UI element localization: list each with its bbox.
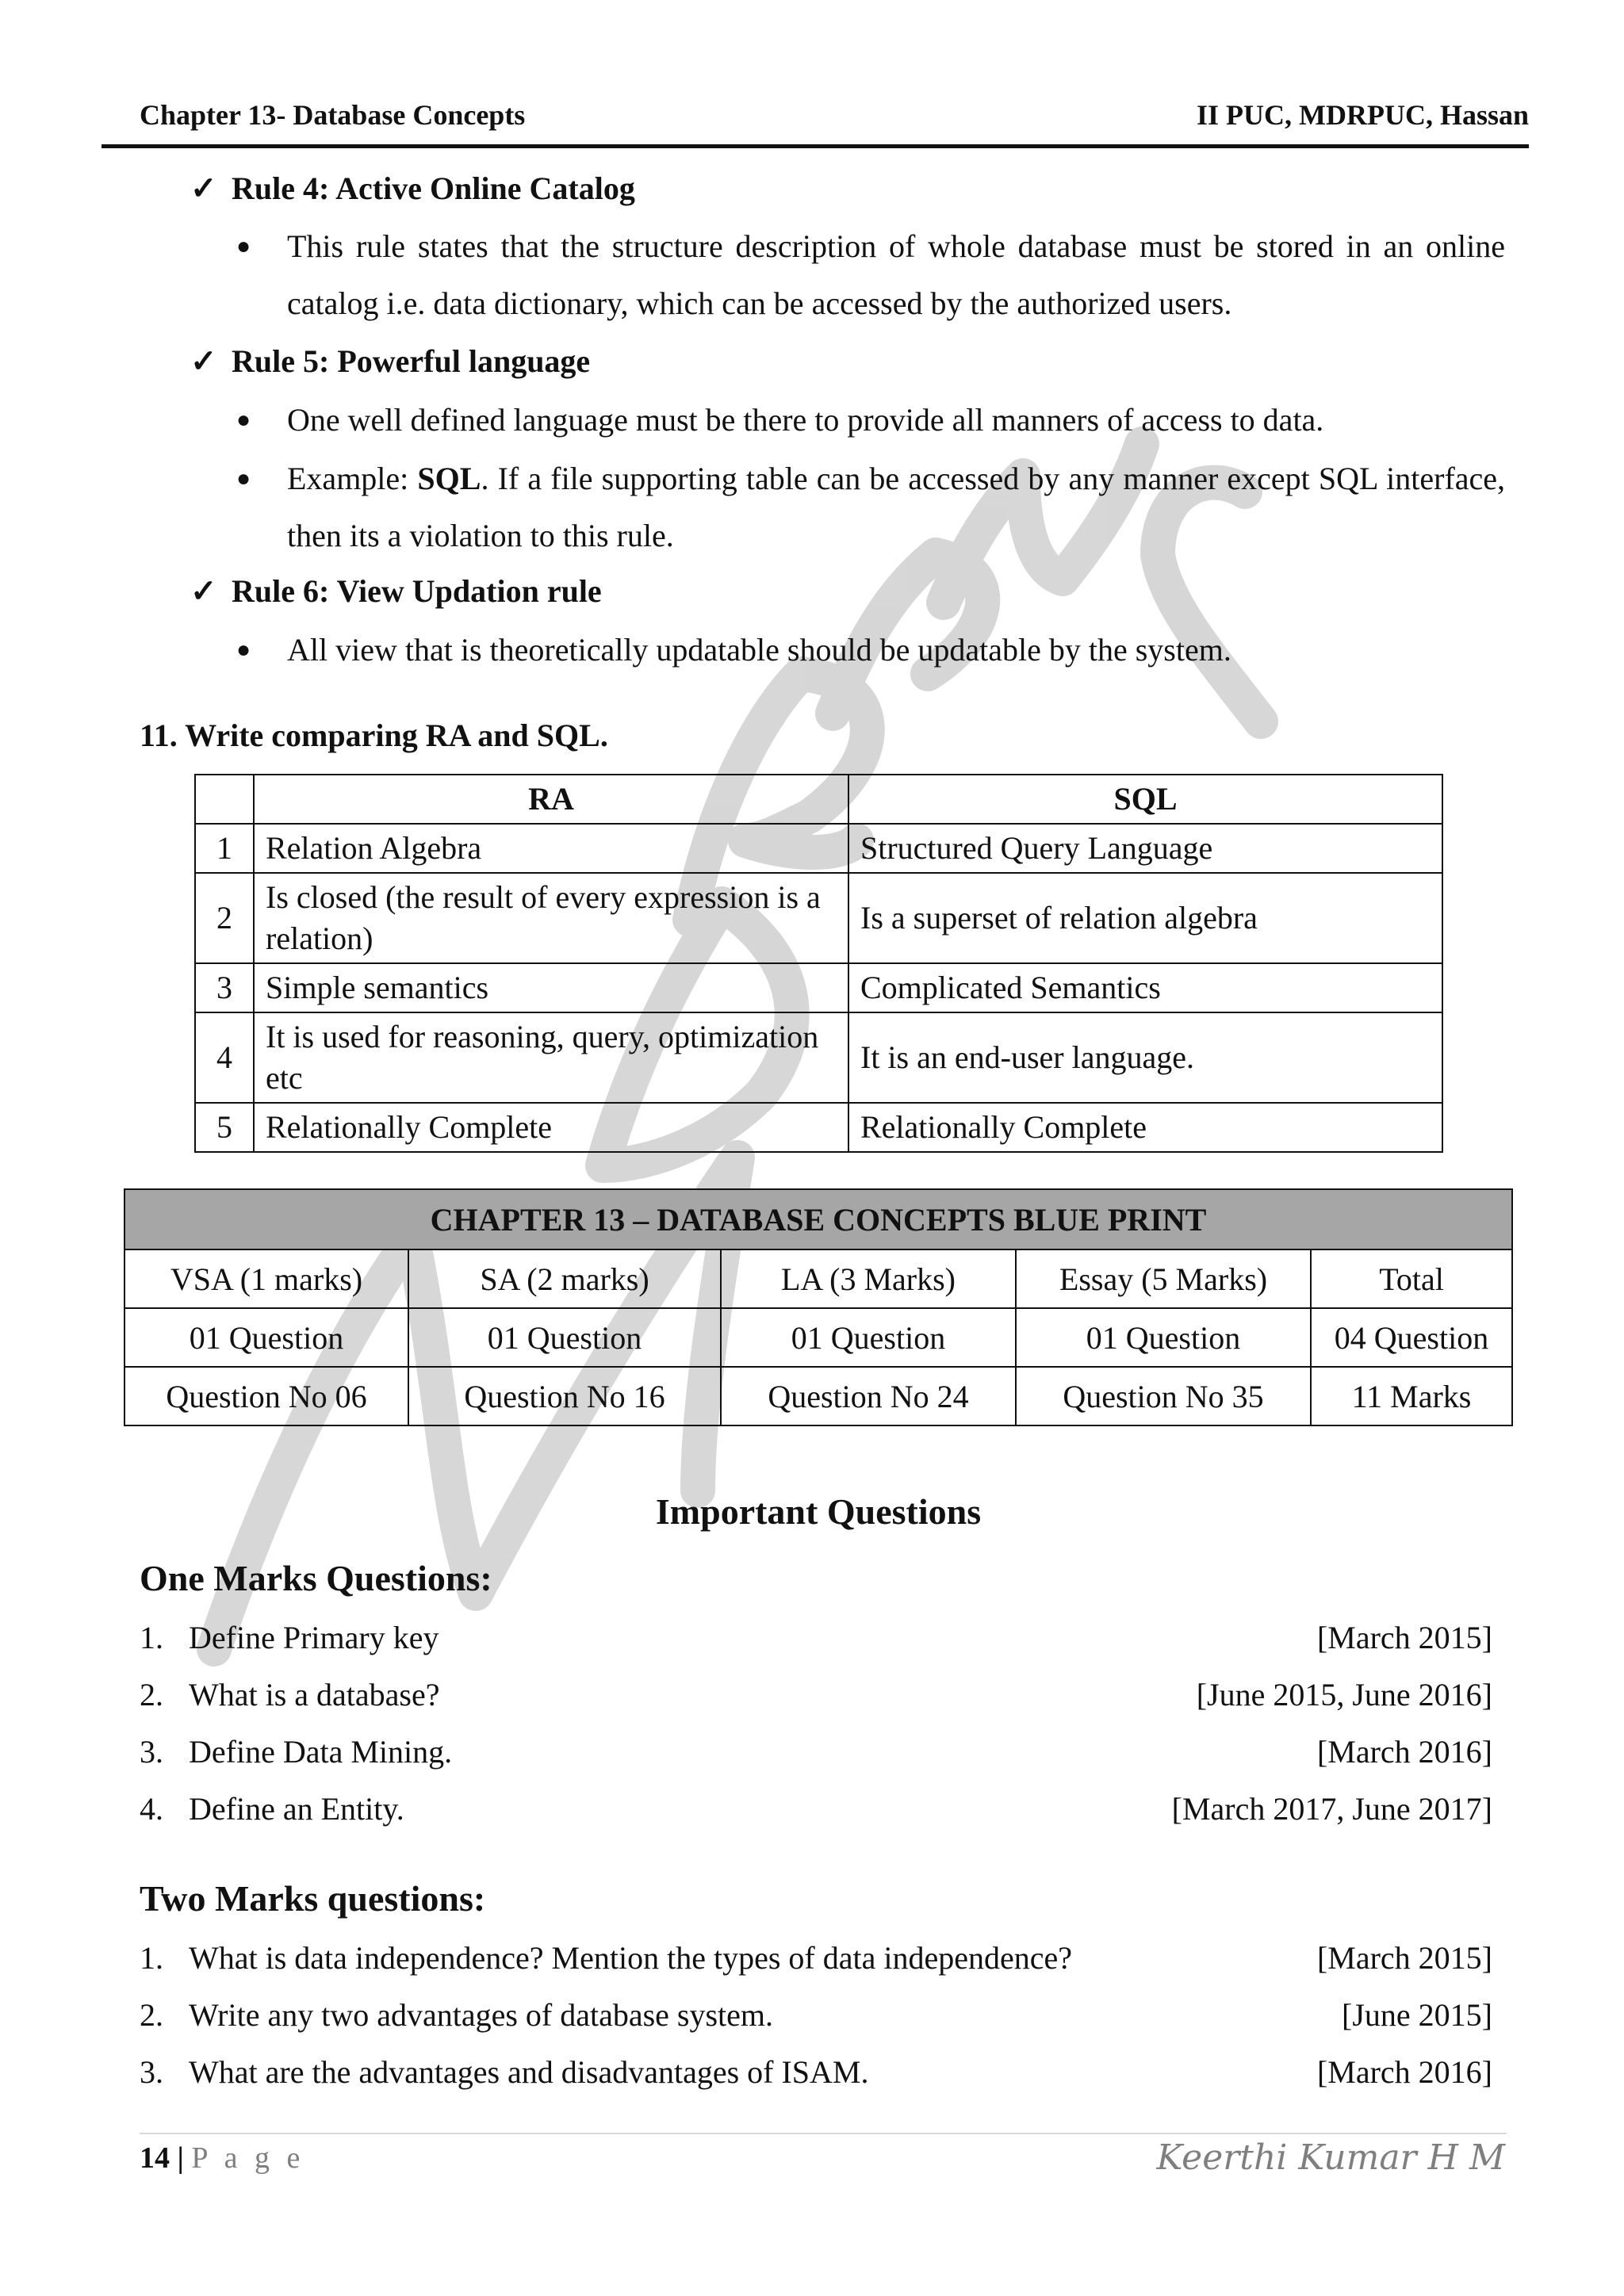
bullet-icon: ● bbox=[236, 407, 251, 433]
header-cell-sql: SQL bbox=[848, 775, 1442, 824]
ra-cell: Is closed (the result of every expression is a relation) bbox=[254, 873, 848, 963]
table-cell: 01 Question bbox=[721, 1308, 1016, 1367]
row-number: 5 bbox=[195, 1103, 254, 1152]
blueprint-title: CHAPTER 13 – DATABASE CONCEPTS BLUE PRINT bbox=[124, 1189, 1512, 1249]
ra-cell: Relation Algebra bbox=[254, 824, 848, 873]
list-item bbox=[140, 2053, 1492, 2098]
ra-cell: Relationally Complete bbox=[254, 1103, 848, 1152]
two-marks-title: Two Marks questions: bbox=[140, 1878, 486, 1919]
sql-cell: Structured Query Language bbox=[848, 824, 1442, 873]
rule-6-heading bbox=[190, 572, 602, 610]
item-number: 3. bbox=[140, 1734, 163, 1770]
table-cell: 11 Marks bbox=[1311, 1367, 1512, 1425]
item-date: [March 2016] bbox=[1316, 2054, 1492, 2090]
sql-cell: Is a superset of relation algebra bbox=[848, 873, 1442, 963]
table-cell: 01 Question bbox=[408, 1308, 721, 1367]
item-date: [March 2015] bbox=[1316, 1940, 1492, 1976]
table-row bbox=[124, 1308, 1512, 1367]
item-date: [June 2015] bbox=[1342, 1997, 1492, 2033]
table-cell: Question No 06 bbox=[124, 1367, 408, 1425]
item-question: What is a database? bbox=[189, 1677, 440, 1712]
ra-cell: It is used for reasoning, query, optimization etc bbox=[254, 1012, 848, 1103]
item-number: 1. bbox=[140, 1940, 163, 1976]
table-row bbox=[195, 873, 1442, 963]
sql-cell: Relationally Complete bbox=[848, 1103, 1442, 1152]
item-question: Write any two advantages of database system. bbox=[189, 1997, 774, 2033]
table-cell: LA (3 Marks) bbox=[721, 1249, 1016, 1308]
item-question: What are the advantages and disadvantages of ISAM. bbox=[189, 2054, 869, 2090]
item-question: Define an Entity. bbox=[189, 1791, 404, 1827]
footer-author: Keerthi Kumar H M bbox=[1156, 2137, 1505, 2178]
list-item bbox=[140, 1619, 1492, 1663]
item-date: [March 2016] bbox=[1316, 1734, 1492, 1770]
example-sql: SQL bbox=[417, 461, 481, 496]
bullet-text: This rule states that the structure description of whole database must be stored in an online catalog i.e. data dictionary, which can be accessed by the authorized users. bbox=[287, 228, 1505, 321]
rule-4-bullet-1 bbox=[236, 218, 1505, 332]
sql-cell: Complicated Semantics bbox=[848, 963, 1442, 1012]
header-institution: II PUC, MDRPUC, Hassan bbox=[1196, 99, 1529, 131]
row-number: 3 bbox=[195, 963, 254, 1012]
bullet-icon: ● bbox=[236, 233, 251, 259]
table-cell: 01 Question bbox=[124, 1308, 408, 1367]
rule-title: Rule 6: View Updation rule bbox=[232, 573, 602, 609]
list-item bbox=[140, 1733, 1492, 1777]
list-item bbox=[140, 1939, 1492, 1984]
rule-6-bullet-1 bbox=[236, 622, 1505, 679]
checkmark-icon: ✓ bbox=[190, 343, 217, 379]
rule-5-heading bbox=[190, 342, 590, 380]
table-cell: 04 Question bbox=[1311, 1308, 1512, 1367]
important-questions-title: Important Questions bbox=[655, 1491, 982, 1532]
item-number: 3. bbox=[140, 2054, 163, 2090]
header-divider bbox=[102, 144, 1529, 148]
item-number: 1. bbox=[140, 1620, 163, 1655]
bullet-text: One well defined language must be there to provide all manners of access to data. bbox=[287, 402, 1324, 438]
ra-cell: Simple semantics bbox=[254, 963, 848, 1012]
table-row bbox=[124, 1249, 1512, 1308]
question-11-heading: 11. Write comparing RA and SQL. bbox=[140, 718, 608, 753]
item-number: 4. bbox=[140, 1791, 163, 1827]
item-number: 2. bbox=[140, 1997, 163, 2033]
page-word: P a g e bbox=[191, 2141, 305, 2175]
row-number: 4 bbox=[195, 1012, 254, 1103]
checkmark-icon: ✓ bbox=[190, 573, 217, 609]
example-prefix: Example: bbox=[287, 461, 418, 496]
item-date: [March 2017, June 2017] bbox=[1171, 1791, 1492, 1827]
ra-sql-comparison-table bbox=[194, 774, 1443, 1153]
footer-divider bbox=[140, 2133, 1507, 2134]
item-number: 2. bbox=[140, 1677, 163, 1712]
table-cell: Question No 24 bbox=[721, 1367, 1016, 1425]
list-item bbox=[140, 1676, 1492, 1720]
page-number bbox=[140, 2141, 304, 2175]
table-row bbox=[195, 1103, 1442, 1152]
bullet-text bbox=[287, 450, 1505, 564]
sql-cell: It is an end-user language. bbox=[848, 1012, 1442, 1103]
header-chapter-title: Chapter 13- Database Concepts bbox=[140, 99, 526, 131]
table-cell: Question No 35 bbox=[1016, 1367, 1311, 1425]
item-date: [June 2015, June 2016] bbox=[1196, 1677, 1492, 1712]
list-item bbox=[140, 1996, 1492, 2041]
page-separator: | bbox=[170, 2141, 192, 2175]
table-cell: Essay (5 Marks) bbox=[1016, 1249, 1311, 1308]
row-number: 1 bbox=[195, 824, 254, 873]
rule-5-bullet-1 bbox=[236, 392, 1505, 449]
example-continuation: interface, then its a violation to this rule. bbox=[287, 461, 1506, 553]
bullet-icon: ● bbox=[236, 465, 251, 492]
one-marks-title: One Marks Questions: bbox=[140, 1558, 492, 1598]
table-row bbox=[195, 963, 1442, 1012]
row-number: 2 bbox=[195, 873, 254, 963]
header-cell-blank bbox=[195, 775, 254, 824]
table-row bbox=[195, 1012, 1442, 1103]
blueprint-title-row bbox=[124, 1189, 1512, 1249]
bullet-text: All view that is theoretically updatable should be updatable by the system. bbox=[287, 632, 1231, 668]
blueprint-table bbox=[124, 1188, 1513, 1426]
list-item bbox=[140, 1790, 1492, 1835]
rule-4-heading bbox=[190, 170, 635, 207]
item-date: [March 2015] bbox=[1316, 1620, 1492, 1655]
item-question: Define Data Mining. bbox=[189, 1734, 453, 1770]
example-rest: . If a file supporting table can be accessed by any manner except SQL bbox=[481, 461, 1377, 496]
table-row bbox=[195, 824, 1442, 873]
checkmark-icon: ✓ bbox=[190, 170, 217, 206]
page-number-value: 14 bbox=[140, 2141, 170, 2175]
bullet-icon: ● bbox=[236, 637, 251, 663]
table-row bbox=[124, 1367, 1512, 1425]
item-question: Define Primary key bbox=[189, 1620, 439, 1655]
header-cell-ra: RA bbox=[254, 775, 848, 824]
table-cell: Question No 16 bbox=[408, 1367, 721, 1425]
table-cell: 01 Question bbox=[1016, 1308, 1311, 1367]
item-question: What is data independence? Mention the types of data independence? bbox=[189, 1940, 1072, 1976]
rule-5-bullet-2 bbox=[236, 450, 1505, 564]
table-cell: SA (2 marks) bbox=[408, 1249, 721, 1308]
rule-title: Rule 4: Active Online Catalog bbox=[232, 170, 635, 206]
table-header-row bbox=[195, 775, 1442, 824]
table-cell: VSA (1 marks) bbox=[124, 1249, 408, 1308]
rule-title: Rule 5: Powerful language bbox=[232, 343, 591, 379]
table-cell: Total bbox=[1311, 1249, 1512, 1308]
